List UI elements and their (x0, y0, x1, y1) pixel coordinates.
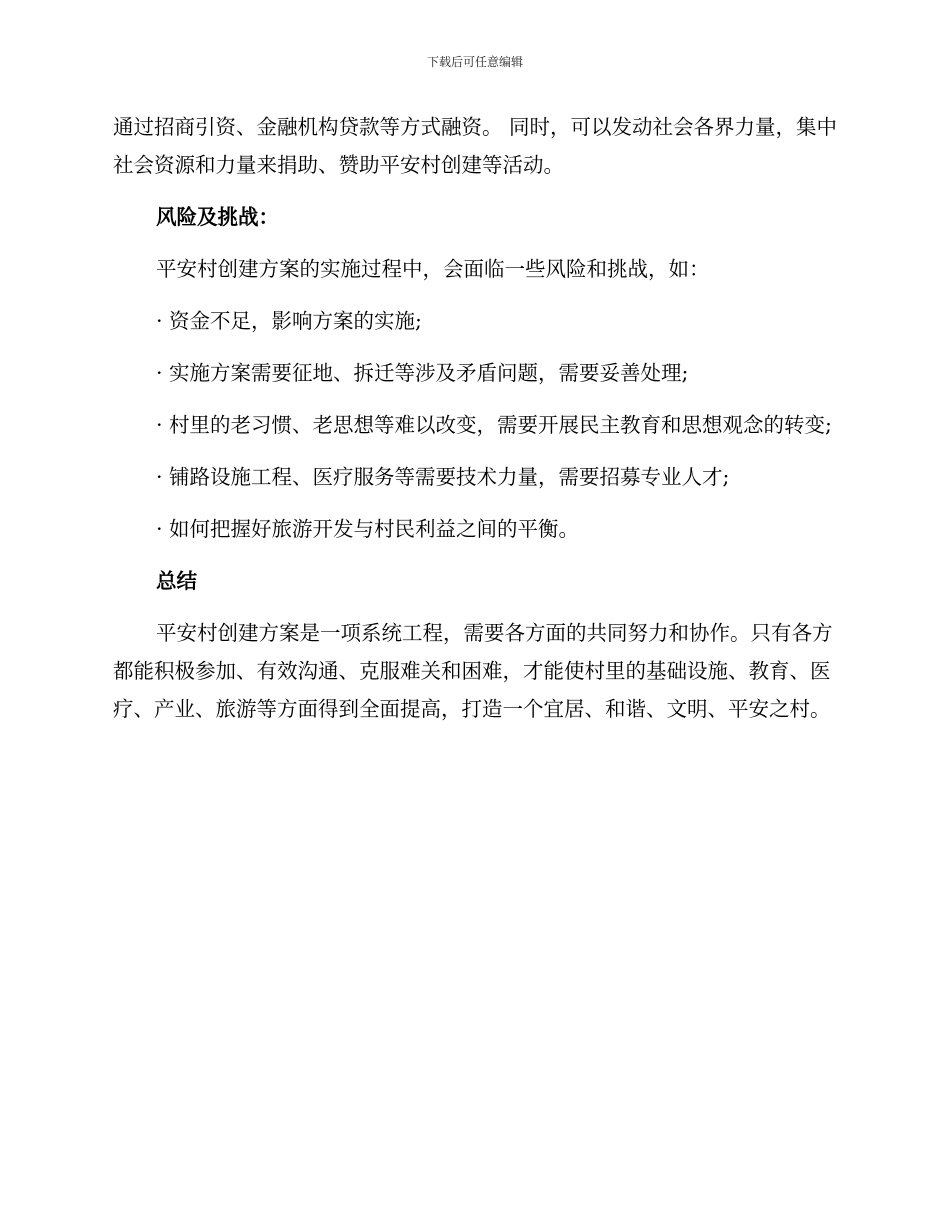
paragraph-summary: 平安村创建方案是一项系统工程，需要各方面的共同努力和协作。只有各方都能积极参加、有效沟通、克服难关和困难，才能使村里的基础设施、教育、医疗、产业、旅游等方面得到全面提高，打造一个宜居、和谐、文明、平安之村。 (113, 621, 833, 721)
page-header: 下载后可任意编辑 (426, 55, 523, 69)
document-body (113, 108, 838, 728)
paragraph-funding: 通过招商引资、金融机构贷款等方式融资。 同时，可以发动社会各界力量，集中社会资源和力量来捐助、赞助平安村创建等活动。 (113, 115, 838, 177)
list-item-risk-2: · 实施方案需要征地、拆迁等涉及矛盾问题，需要妥善处理; (156, 361, 689, 385)
list-item-risk-5: · 如何把握好旅游开发与村民利益之间的平衡。 (156, 517, 580, 541)
list-item-risk-4: · 铺路设施工程、医疗服务等需要技术力量，需要招募专业人才; (156, 465, 730, 489)
list-item-risk-3: · 村里的老习惯、老思想等难以改变，需要开展民主教育和思想观念的转变; (156, 413, 832, 437)
list-item-risk-1: · 资金不足，影响方案的实施; (156, 309, 422, 333)
paragraph-risk-intro: 平安村创建方案的实施过程中，会面临一些风险和挑战，如： (156, 257, 710, 281)
heading-summary: 总结 (156, 569, 197, 593)
heading-risks: 风险及挑战： (156, 205, 279, 229)
